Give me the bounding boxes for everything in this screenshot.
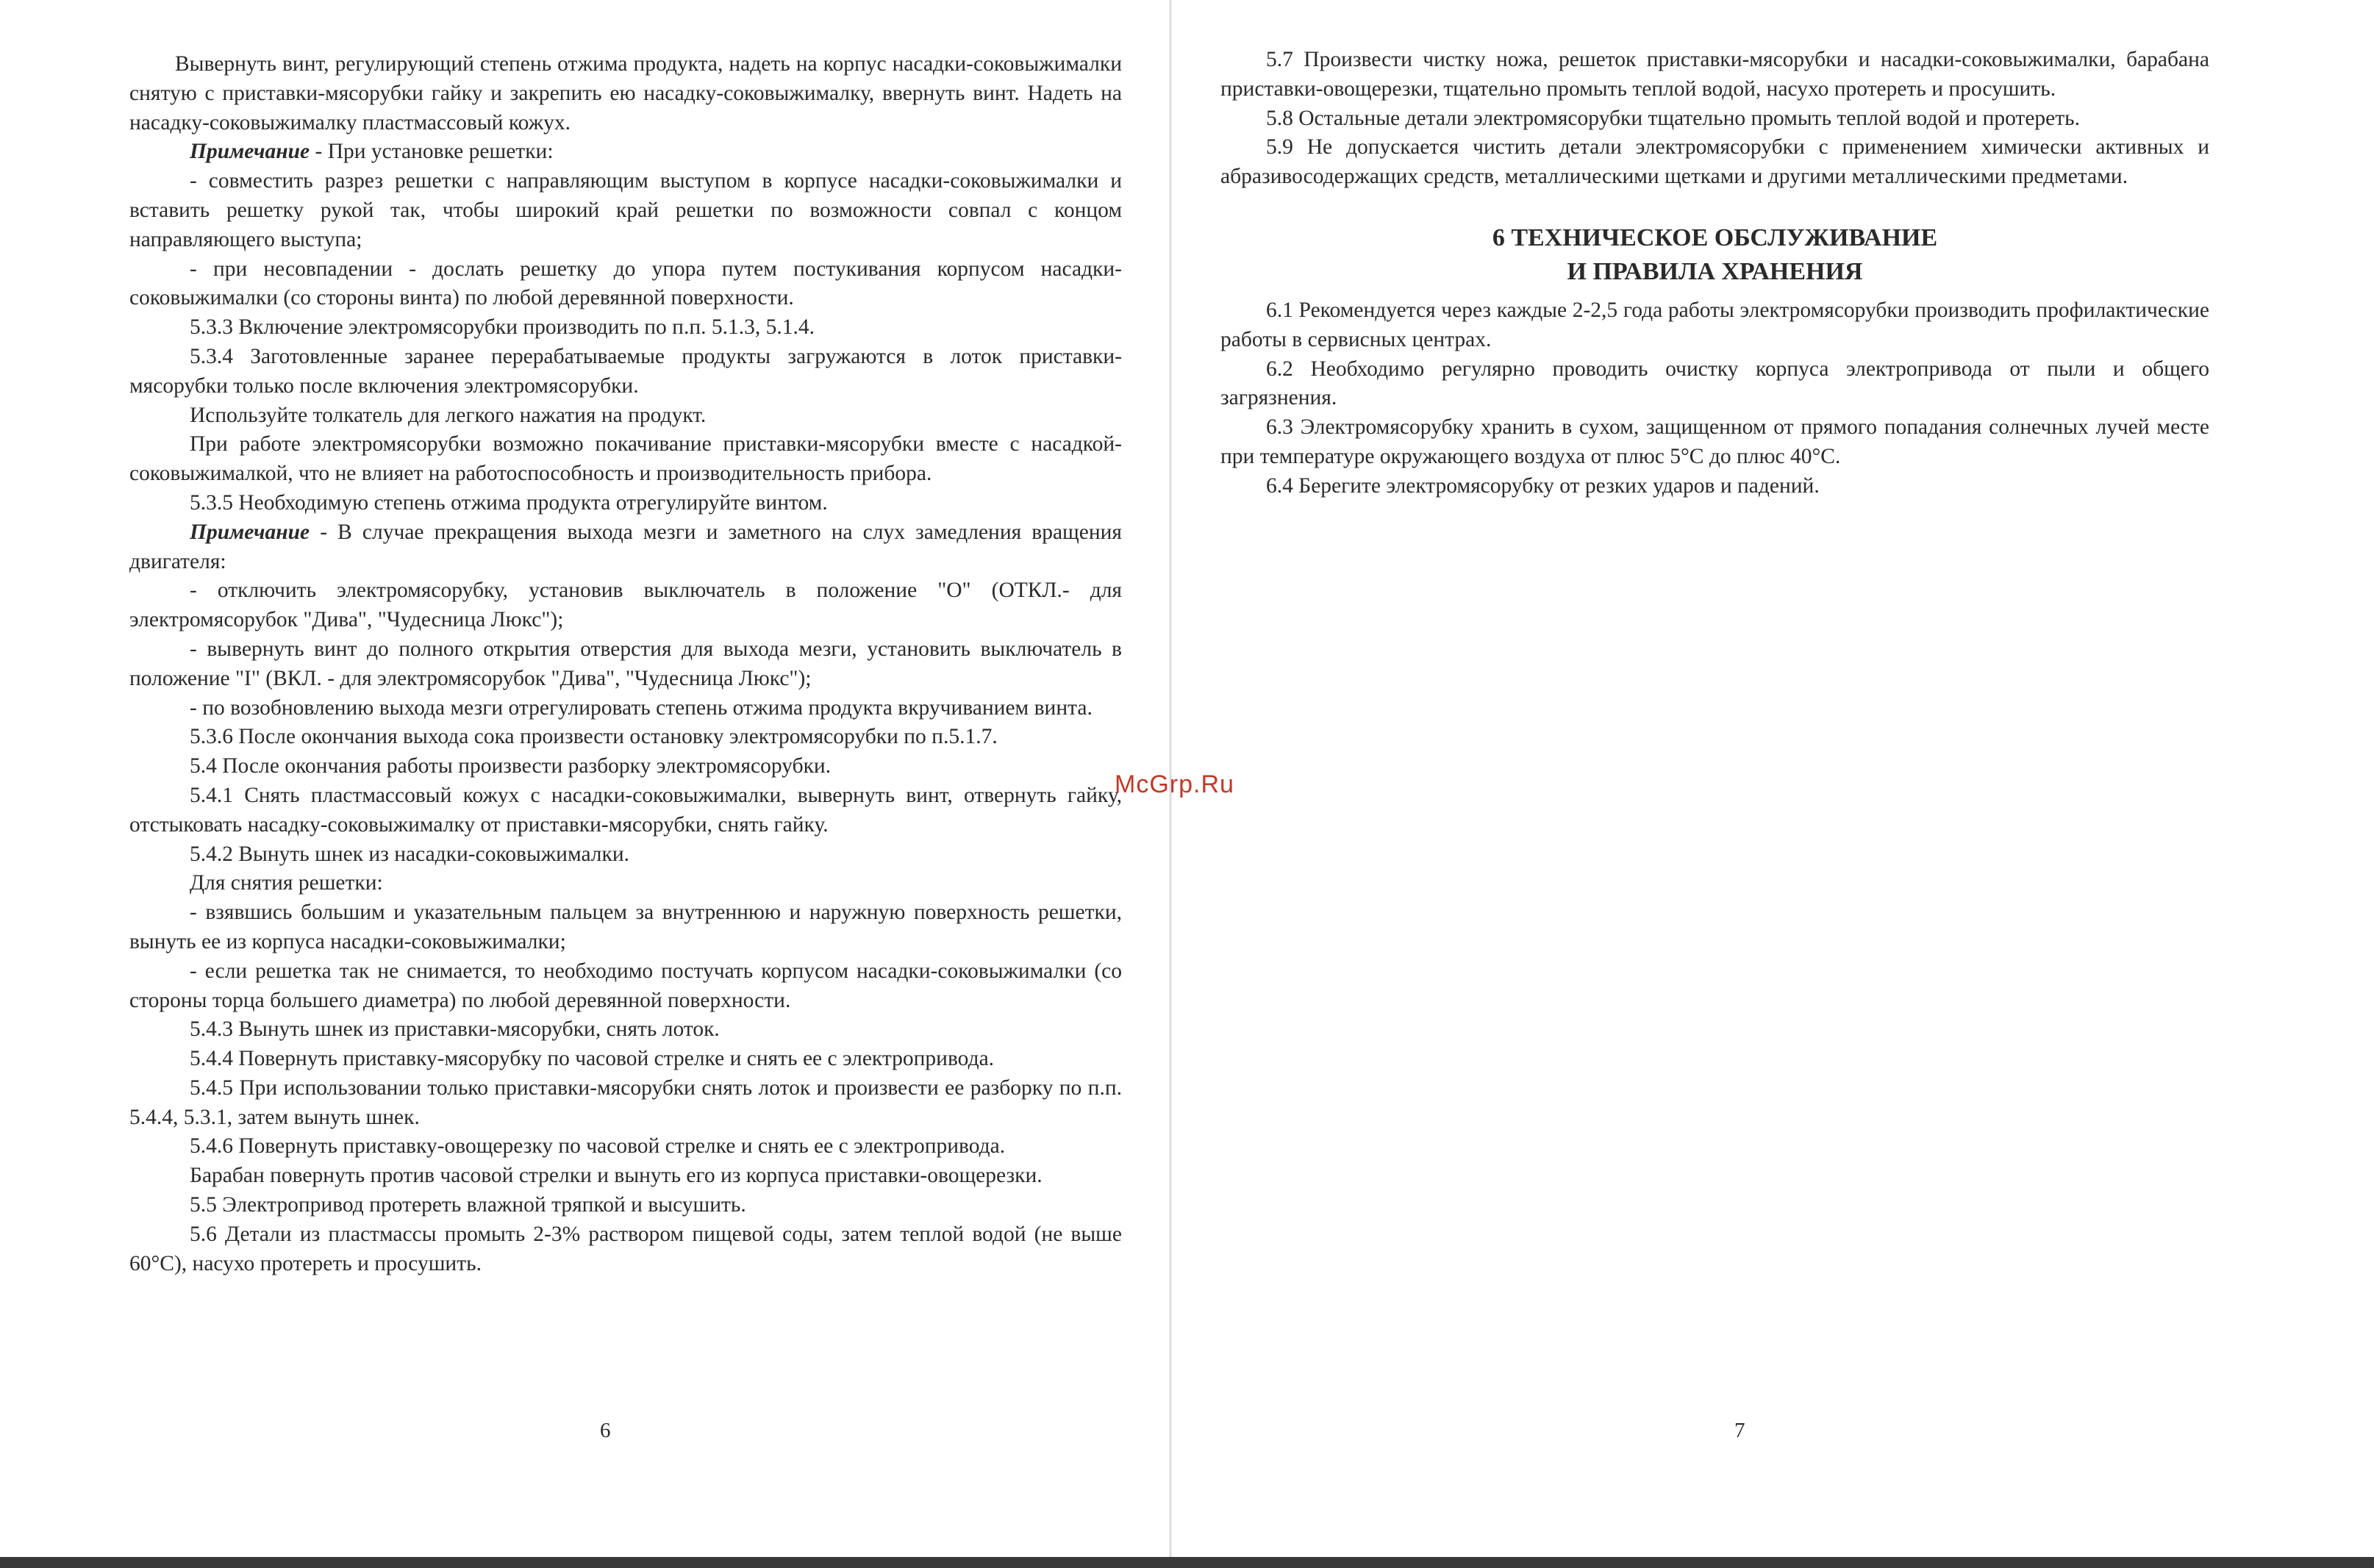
paragraph-text: 5.3.3 Включение электромясорубки производить по п.п. 5.1.3, 5.1.4. [190, 315, 815, 340]
paragraph: 6.2 Необходимо регулярно проводить очистку корпуса электропривода от пыли и общего загрязнения. [1220, 357, 2209, 410]
paragraph [129, 137, 1122, 167]
left-page [0, 0, 1169, 1557]
paragraph [129, 518, 1122, 577]
paragraph-text: - совместить разрез решетки с направляющим выступом в корпусе насадки-соковыжималки и вставить решетку рукой так, чтобы широкий край решетки по возможности совпал с концом направляющего выступа; [129, 169, 1122, 251]
paragraph-text: 5.5 Электропривод протереть влажной тряпкой и высушить. [190, 1193, 746, 1217]
paragraph [129, 255, 1122, 314]
paragraph-text: Вывернуть винт, регулирующий степень отжима продукта, надеть на корпус насадки-соковыжималки снятую с приставки-мясорубки гайку и закрепить ею насадку-соковыжималку, ввернуть винт. Надеть на насадку-соковыжималку пластмассовый кожух. [129, 52, 1122, 135]
paragraph-text: 5.3.5 Необходимую степень отжима продукта отрегулируйте винтом. [190, 490, 828, 515]
paragraph: 5.8 Остальные детали электромясорубки тщательно промыть теплой водой и протереть. [1266, 106, 2080, 130]
paragraph [129, 898, 1122, 957]
page-number-right: 7 [1734, 1419, 1745, 1442]
paragraph: 6.1 Рекомендуется через каждые 2-2,5 года работы электромясорубки производить профилактические работы в сервисных центрах. [1220, 298, 2209, 351]
paragraph [129, 1074, 1122, 1133]
paragraph [129, 489, 1122, 518]
paragraph [129, 343, 1122, 401]
paragraph-text: - В случае прекращения выхода мезги и заметного на слух замедления вращения двигателя: [129, 520, 1122, 573]
paragraph: 6.4 Берегите электромясорубку от резких ударов и падений. [1266, 473, 1820, 498]
paragraph [129, 840, 1122, 870]
paragraph-text: Используйте толкатель для легкого нажатия на продукт. [190, 403, 707, 427]
scan-bottom-edge [0, 1557, 2374, 1568]
section-heading-line-2: И ПРАВИЛА ХРАНЕНИЯ [1567, 257, 1863, 285]
paragraph [129, 869, 1122, 898]
paragraph-text: 5.4.2 Вынуть шнек из насадки-соковыжималки. [190, 842, 630, 866]
paragraph-text: При работе электромясорубки возможно покачивание приставки-мясорубки вместе с насадкой-соковыжималкой, что не влияет на работоспособность и производительность прибора. [129, 432, 1122, 486]
paragraph [129, 313, 1122, 343]
paragraph-text: 5.3.6 После окончания выхода сока произвести остановку электромясорубки по п.5.1.7. [190, 725, 998, 749]
paragraph [129, 1132, 1122, 1161]
paragraph: 6.3 Электромясорубку хранить в сухом, защищенном от прямого попадания солнечных лучей месте при температуре окружающего воздуха от плюс 5°С до плюс 40°С. [1220, 415, 2209, 468]
left-page-text [129, 50, 1122, 1278]
paragraph [129, 576, 1122, 635]
paragraph-text: Барабан повернуть против часовой стрелки и вынуть его из корпуса приставки-овощерезки. [190, 1164, 1043, 1188]
paragraph [129, 1161, 1122, 1191]
paragraph-text: 5.4.4 Повернуть приставку-мясорубку по часовой стрелке и снять ее с электропривода. [190, 1047, 995, 1071]
paragraph [129, 430, 1122, 489]
paragraph-text: 5.4.5 При использовании только приставки-мясорубки снять лоток и произвести ее разборку по п.п. 5.4.4, 5.3.1, затем вынуть шнек. [129, 1075, 1122, 1129]
paragraph [129, 1045, 1122, 1074]
paragraph [129, 401, 1122, 431]
paragraph [129, 752, 1122, 781]
paragraph-text: 5.4.1 Снять пластмассовый кожух с насадки-соковыжималки, вывернуть винт, отвернуть гайку, отстыковать насадку-соковыжималку от приставки-мясорубки, снять гайку. [129, 783, 1122, 837]
paragraph-text: 5.4 После окончания работы произвести разборку электромясорубки. [190, 754, 832, 778]
paragraph [129, 1191, 1122, 1220]
paragraph-text: 5.4.3 Вынуть шнек из приставки-мясорубки, снять лоток. [190, 1017, 720, 1042]
paragraph-text: 5.4.6 Повернуть приставку-овощерезку по часовой стрелке и снять ее с электропривода. [190, 1134, 1006, 1159]
paragraph-text: 5.3.4 Заготовленные заранее перерабатываемые продукты загружаются в лоток приставки-мясорубки только после включения электромясорубки. [129, 344, 1122, 398]
note-label: Примечание [190, 520, 310, 544]
paragraph-text: - при несовпадении - дослать решетку до упора путем постукивания корпусом насадки-соковыжималки (со стороны винта) по любой деревянной поверхности. [129, 257, 1122, 310]
paragraph [129, 723, 1122, 752]
paragraph [129, 50, 1122, 137]
paragraph: 5.9 Не допускается чистить детали электромясорубки с применением химически активных и абразивосодержащих средств, металлическими щетками и другими металлическими предметами. [1220, 135, 2209, 189]
paragraph [129, 1220, 1122, 1279]
paragraph [129, 1015, 1122, 1045]
paragraph: 5.7 Произвести чистку ножа, решеток приставки-мясорубки и насадки-соковыжималки, барабана приставки-овощерезки, тщательно промыть теплой водой, насухо протереть и просушить. [1220, 48, 2209, 101]
paragraph-text: - по возобновлению выхода мезги отрегулировать степень отжима продукта вкручиванием винта. [190, 695, 1093, 720]
page-number-left: 6 [600, 1419, 611, 1442]
paragraph [129, 694, 1122, 723]
paragraph-text: - При установке решетки: [310, 140, 554, 164]
right-page-text [1220, 46, 2209, 501]
note-label: Примечание [190, 140, 310, 164]
paragraph [129, 167, 1122, 254]
paragraph-text: - вывернуть винт до полного открытия отверстия для выхода мезги, установить выключатель в положение "I" (ВКЛ. - для электромясорубок "Дива", "Чудесница Люкс"); [129, 637, 1122, 690]
paragraph [129, 635, 1122, 694]
paragraph-text: - если решетка так не снимается, то необходимо постучать корпусом насадки-соковыжималки (со стороны торца большего диаметра) по любой деревянной поверхности. [129, 959, 1122, 1012]
section-heading-line-1: 6 ТЕХНИЧЕСКОЕ ОБСЛУЖИВАНИЕ [1492, 223, 1938, 251]
paragraph-text: - взявшись большим и указательным пальцем за внутреннюю и наружную поверхность решетки, вынуть ее из корпуса насадки-соковыжималки; [129, 901, 1122, 953]
paragraph-text: 5.6 Детали из пластмассы промыть 2-3% раствором пищевой соды, затем теплой водой (не выше 60°С), насухо протереть и просушить. [129, 1222, 1122, 1275]
section-heading [1220, 221, 2209, 289]
watermark-text: McGrp.Ru [1115, 770, 1234, 798]
paragraph-text: - отключить электромясорубку, установив выключатель в положение "О" (ОТКЛ.- для электромясорубок "Дива", "Чудесница Люкс"); [129, 579, 1122, 632]
paragraph [129, 957, 1122, 1016]
paragraph-text: Для снятия решетки: [190, 871, 383, 895]
paragraph [129, 781, 1122, 840]
right-page [1172, 0, 2374, 1557]
